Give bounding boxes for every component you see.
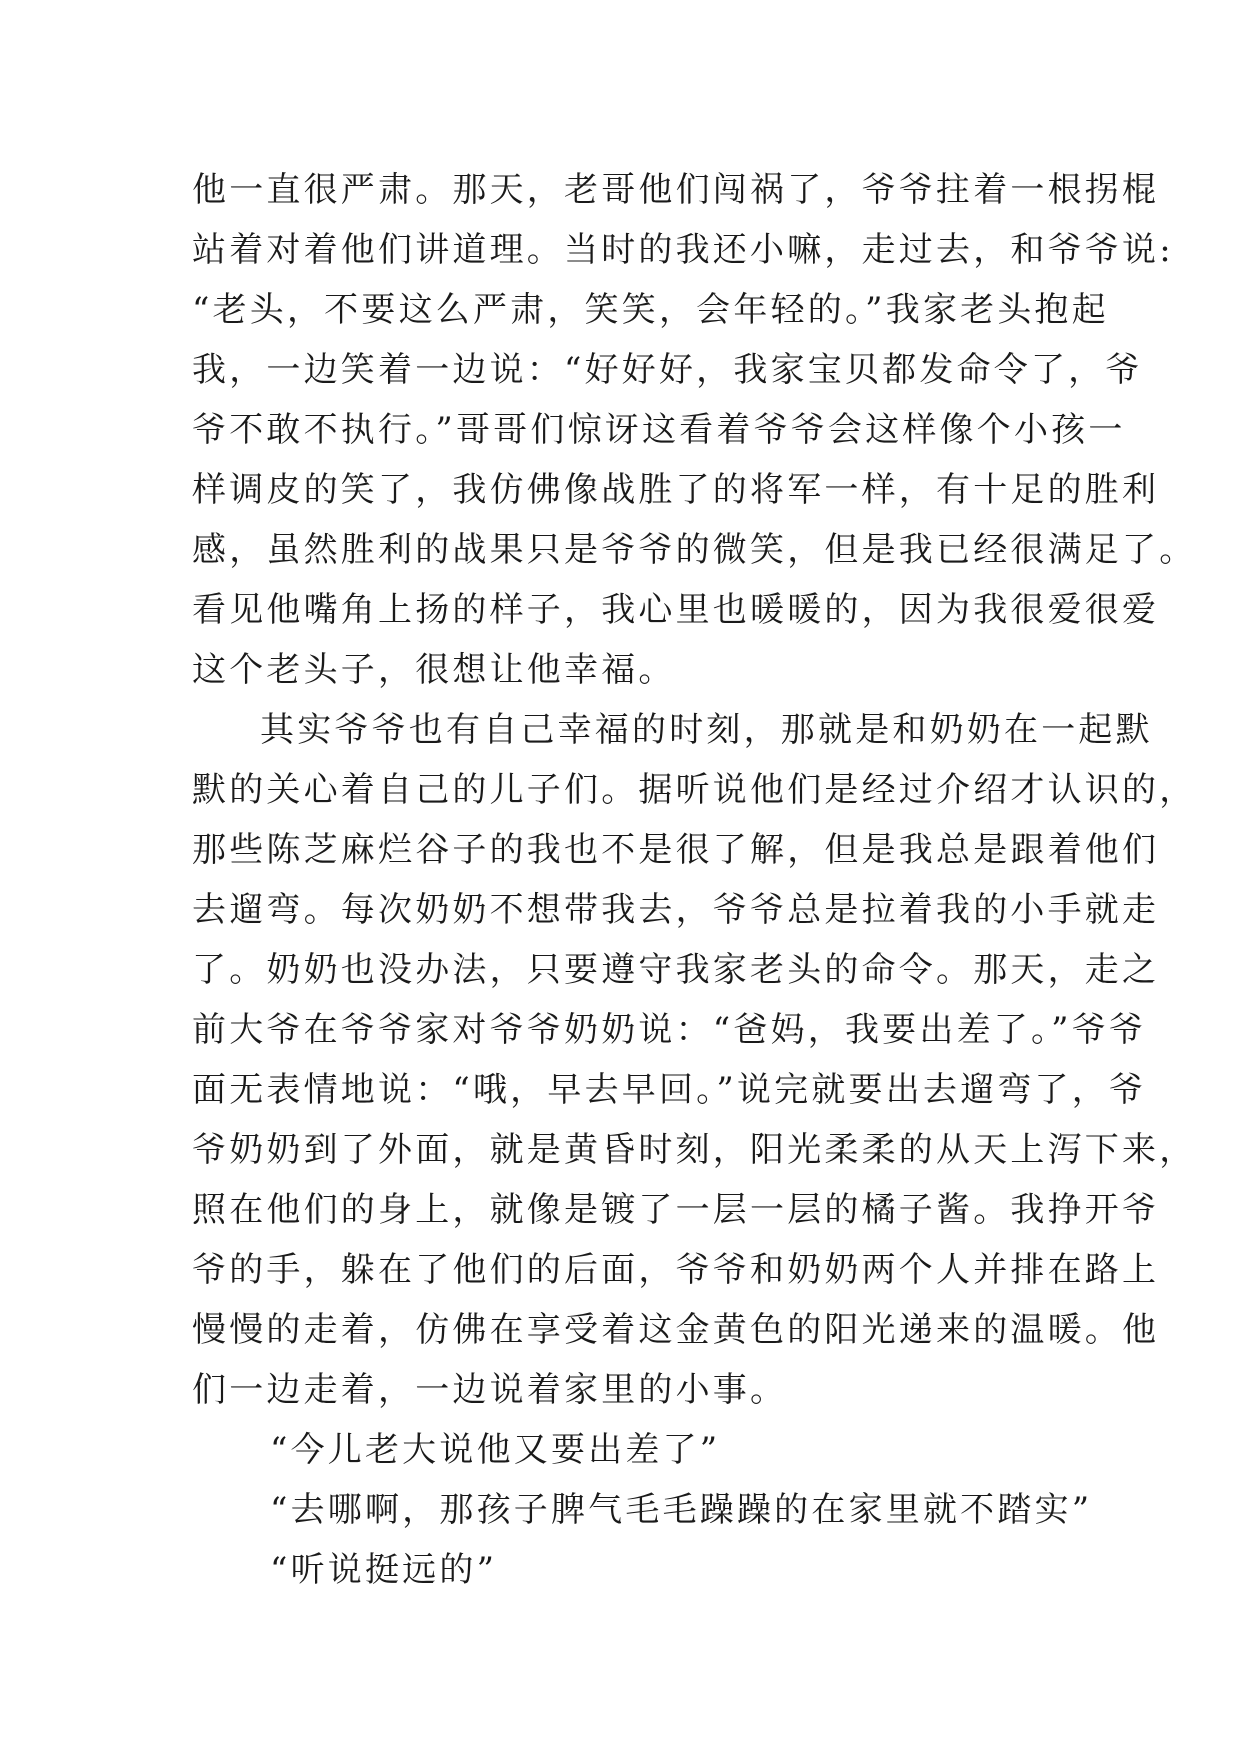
text-line: 站着对着他们讲道理。当时的我还小嘛，走过去，和爷爷说: xyxy=(192,230,1174,270)
text-line: 感，虽然胜利的战果只是爷爷的微笑，但是我已经很满足了。 xyxy=(192,530,1197,570)
text-line: 爷不敢不执行。”哥哥们惊讶这看着爷爷会这样像个小孩一 xyxy=(192,410,1126,450)
text-line: 那些陈芝麻烂谷子的我也不是很了解，但是我总是跟着他们 xyxy=(192,830,1160,870)
text-line: 这个老头子，很想让他幸福。 xyxy=(192,650,676,690)
text-line: 照在他们的身上，就像是镀了一层一层的橘子酱。我挣开爷 xyxy=(192,1190,1160,1230)
text-line: 慢慢的走着，仿佛在享受着这金黄色的阳光递来的温暖。他 xyxy=(192,1310,1160,1350)
text-line: 样调皮的笑了，我仿佛像战胜了的将军一样，有十足的胜利 xyxy=(192,470,1160,510)
text-line: 默的关心着自己的儿子们。据听说他们是经过介绍才认识的， xyxy=(192,770,1197,810)
dialogue-line: “听说挺远的” xyxy=(270,1550,498,1590)
text-line: 爷的手，躲在了他们的后面，爷爷和奶奶两个人并排在路上 xyxy=(192,1250,1160,1290)
text-line: 看见他嘴角上扬的样子，我心里也暖暖的，因为我很爱很爱 xyxy=(192,590,1160,630)
text-line: 们一边走着，一边说着家里的小事。 xyxy=(192,1370,788,1410)
paragraph-start-line: 其实爷爷也有自己幸福的时刻，那就是和奶奶在一起默 xyxy=(260,710,1153,750)
text-line: 爷奶奶到了外面，就是黄昏时刻，阳光柔柔的从天上泻下来， xyxy=(192,1130,1197,1170)
dialogue-line: “今儿老大说他又要出差了” xyxy=(270,1430,721,1470)
text-line: 前大爷在爷爷家对爷爷奶奶说：“爸妈，我要出差了。”爷爷 xyxy=(192,1010,1147,1050)
text-line: 他一直很严肃。那天，老哥他们闯祸了，爷爷拄着一根拐棍 xyxy=(192,170,1160,210)
text-line: 我，一边笑着一边说：“好好好，我家宝贝都发命令了，爷 xyxy=(192,350,1143,390)
text-line: 面无表情地说：“哦，早去早回。”说完就要出去遛弯了，爷 xyxy=(192,1070,1147,1110)
body-text xyxy=(192,160,1197,1600)
dialogue-line: “去哪啊，那孩子脾气毛毛躁躁的在家里就不踏实” xyxy=(270,1490,1093,1530)
text-line: 了。奶奶也没办法，只要遵守我家老头的命令。那天，走之 xyxy=(192,950,1160,990)
text-line: “老头，不要这么严肃，笑笑，会年轻的。”我家老头抱起 xyxy=(192,290,1109,330)
text-line: 去遛弯。每次奶奶不想带我去，爷爷总是拉着我的小手就走 xyxy=(192,890,1160,930)
